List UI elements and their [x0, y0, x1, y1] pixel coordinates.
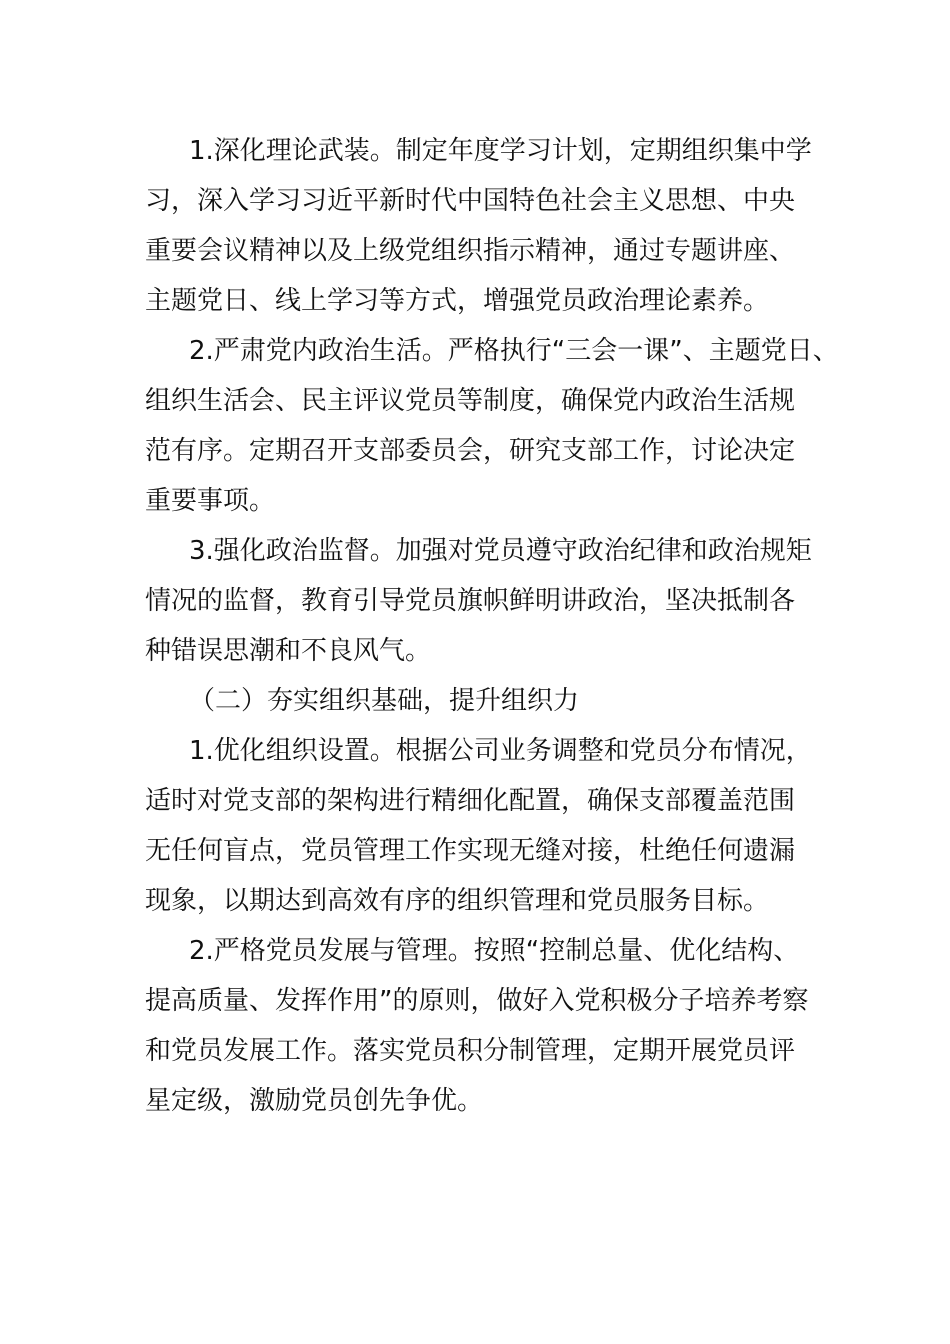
text-line: 范有序。定期召开支部委员会，研究支部工作，讨论决定: [145, 436, 796, 466]
text-line: 无任何盲点，党员管理工作实现无缝对接，杜绝任何遗漏: [145, 836, 796, 866]
text-line: 1.优化组织设置。根据公司业务调整和党员分布情况，: [189, 736, 812, 766]
paragraph-member-development: [145, 926, 809, 1126]
text-line: 现象，以期达到高效有序的组织管理和党员服务目标。: [145, 886, 770, 916]
text-line: 2.严肃党内政治生活。严格执行“三会一课”、主题党日、: [189, 336, 839, 366]
document-body: [145, 126, 839, 1126]
text-line: 和党员发展工作。落实党员积分制管理，定期开展党员评: [145, 1036, 796, 1066]
text-line: 情况的监督，教育引导党员旗帜鲜明讲政治，坚决抵制各: [145, 586, 796, 616]
paragraph-political-supervision: [145, 526, 812, 676]
text-line: 重要会议精神以及上级党组织指示精神，通过专题讲座、: [145, 236, 796, 266]
section-heading: [145, 676, 805, 726]
text-line: 种错误思潮和不良风气。: [145, 636, 432, 666]
text-line: 3.强化政治监督。加强对党员遵守政治纪律和政治规矩: [189, 536, 812, 566]
text-line: 提高质量、发挥作用”的原则，做好入党积极分子培养考察: [145, 986, 809, 1016]
paragraph-party-political-life: [145, 326, 839, 526]
section-heading-text: （二）夯实组织基础，提升组织力: [189, 686, 580, 716]
text-line: 重要事项。: [145, 486, 276, 516]
paragraph-deepen-theory: [145, 126, 812, 326]
text-line: 组织生活会、民主评议党员等制度，确保党内政治生活规: [145, 386, 796, 416]
text-line: 主题党日、线上学习等方式，增强党员政治理论素养。: [145, 286, 770, 316]
text-line: 星定级，激励党员创先争优。: [145, 1086, 484, 1116]
paragraph-optimize-organization: [145, 726, 812, 926]
text-line: 1.深化理论武装。制定年度学习计划，定期组织集中学: [189, 136, 812, 166]
text-line: 习，深入学习习近平新时代中国特色社会主义思想、中央: [145, 186, 796, 216]
text-line: 适时对党支部的架构进行精细化配置，确保支部覆盖范围: [145, 786, 796, 816]
text-line: 2.严格党员发展与管理。按照“控制总量、优化结构、: [189, 936, 800, 966]
